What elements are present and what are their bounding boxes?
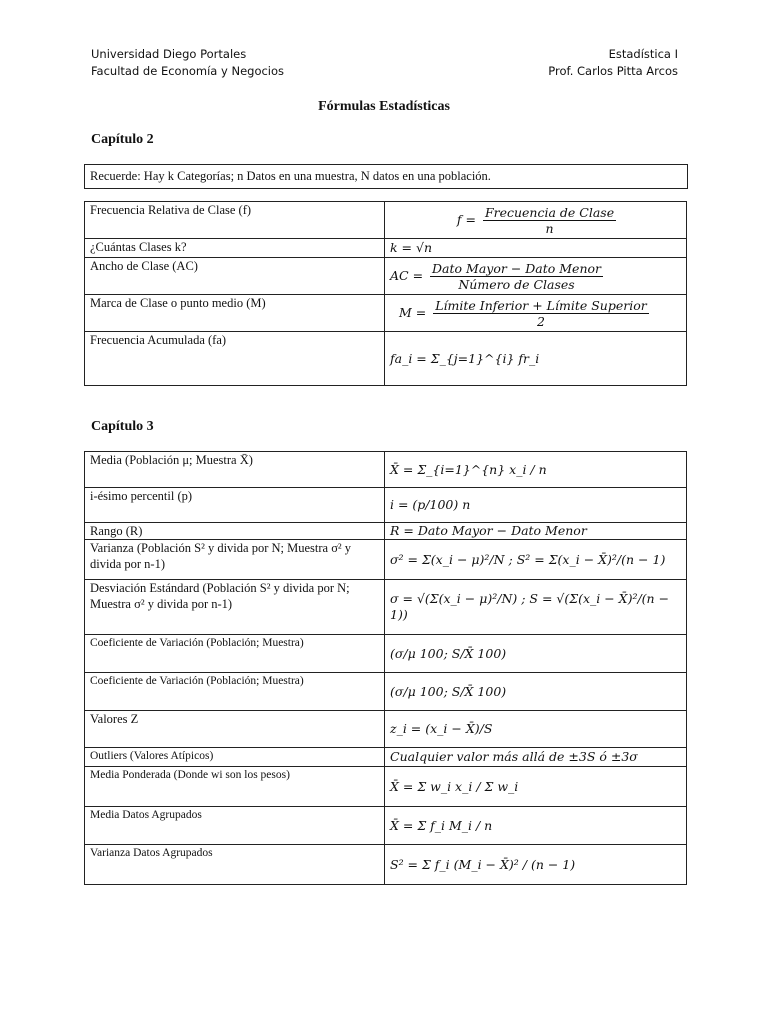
- formula-grouped-mean: X̄ = Σ f_i M_i / n: [385, 807, 687, 845]
- row-label: Rango (R): [85, 523, 385, 540]
- chapter-3-table: [84, 451, 687, 885]
- formula-outliers: Cualquier valor más allá de ±3S ó ±3σ: [385, 748, 687, 767]
- table-row: [85, 452, 687, 488]
- course-name: Estadística I: [608, 47, 678, 61]
- header-left: [91, 46, 284, 80]
- formula-variance: σ² = Σ(x_i − μ)²/N ; S² = Σ(x_i − X̄)²/(n − 1): [385, 540, 687, 580]
- row-label: ¿Cuántas Clases k?: [85, 239, 385, 258]
- table-row: [85, 767, 687, 807]
- row-label: Frecuencia Relativa de Clase (f): [85, 202, 385, 239]
- chapter-2-table: [84, 201, 687, 386]
- table-row: [85, 258, 687, 295]
- formula-weighted-mean: X̄ = Σ w_i x_i / Σ w_i: [385, 767, 687, 807]
- university-name: Universidad Diego Portales: [91, 47, 247, 61]
- formula-midpoint: M = $\frac{\text{Límite Inferior + Límite Superior}}{2}$: [385, 295, 687, 332]
- row-label: Valores Z: [85, 711, 385, 748]
- row-label: Desviación Estándard (Población S² y divida por N; Muestra σ² y divida por n-1): [85, 580, 385, 635]
- table-row: [85, 673, 687, 711]
- table-row: [85, 807, 687, 845]
- header-right: [548, 46, 678, 80]
- chapter-2-note: Recuerde: Hay k Categorías; n Datos en una muestra, N datos en una población.: [84, 164, 688, 189]
- chapter-3-heading: Capítulo 3: [91, 419, 154, 434]
- professor-name: Prof. Carlos Pitta Arcos: [548, 64, 678, 78]
- row-label: Media Datos Agrupados: [85, 807, 385, 845]
- formula-class-count: k = √n: [385, 239, 687, 258]
- row-label: Media Ponderada (Donde wi son los pesos): [85, 767, 385, 807]
- table-row: [85, 580, 687, 635]
- row-label: Frecuencia Acumulada (fa): [85, 332, 385, 386]
- chapter-2-heading: Capítulo 2: [91, 132, 154, 147]
- formula-percentile: i = (p/100) n: [385, 488, 687, 523]
- row-label: Outliers (Valores Atípicos): [85, 748, 385, 767]
- formula-range: R = Dato Mayor − Dato Menor: [385, 523, 687, 540]
- formula-z: z_i = (x_i − X̄)/S: [385, 711, 687, 748]
- table-row: [85, 523, 687, 540]
- formula-cv: (σ/μ 100; S/X̄ 100): [385, 673, 687, 711]
- formula-stdev: σ = √(Σ(x_i − μ)²/N) ; S = √(Σ(x_i − X̄)²/(n − 1)): [385, 580, 687, 635]
- row-label: Coeficiente de Variación (Población; Muestra): [85, 673, 385, 711]
- faculty-name: Facultad de Economía y Negocios: [91, 64, 285, 78]
- table-row: [85, 635, 687, 673]
- row-label: Varianza (Población S² y divida por N; Muestra σ² y divida por n-1): [85, 540, 385, 580]
- table-row: [85, 488, 687, 523]
- formula-class-width: AC = $\frac{\text{Dato Mayor − Dato Menor}}{\text{Número de Clases}}$: [385, 258, 687, 295]
- formula-cumulative-frequency: fa_i = Σ_{j=1}^{i} fr_i: [385, 332, 687, 386]
- formula-grouped-variance: S² = Σ f_i (M_i − X̄)² / (n − 1): [385, 845, 687, 885]
- row-label: Varianza Datos Agrupados: [85, 845, 385, 885]
- row-label: Coeficiente de Variación (Población; Muestra): [85, 635, 385, 673]
- page-title: Fórmulas Estadísticas: [318, 99, 450, 114]
- table-row: [85, 332, 687, 386]
- table-row: [85, 239, 687, 258]
- table-row: [85, 711, 687, 748]
- table-row: [85, 748, 687, 767]
- formula-relative-frequency: f = $\frac{\text{Frecuencia de Clase}}{n}$: [385, 202, 687, 239]
- table-row: [85, 540, 687, 580]
- row-label: Ancho de Clase (AC): [85, 258, 385, 295]
- table-row: [85, 202, 687, 239]
- formula-cv: (σ/μ 100; S/X̄ 100): [385, 635, 687, 673]
- row-label: i-ésimo percentil (p): [85, 488, 385, 523]
- table-row: [85, 295, 687, 332]
- row-label: Media (Población μ; Muestra X̄): [85, 452, 385, 488]
- formula-mean: X̄ = Σ_{i=1}^{n} x_i / n: [385, 452, 687, 488]
- table-row: [85, 845, 687, 885]
- row-label: Marca de Clase o punto medio (M): [85, 295, 385, 332]
